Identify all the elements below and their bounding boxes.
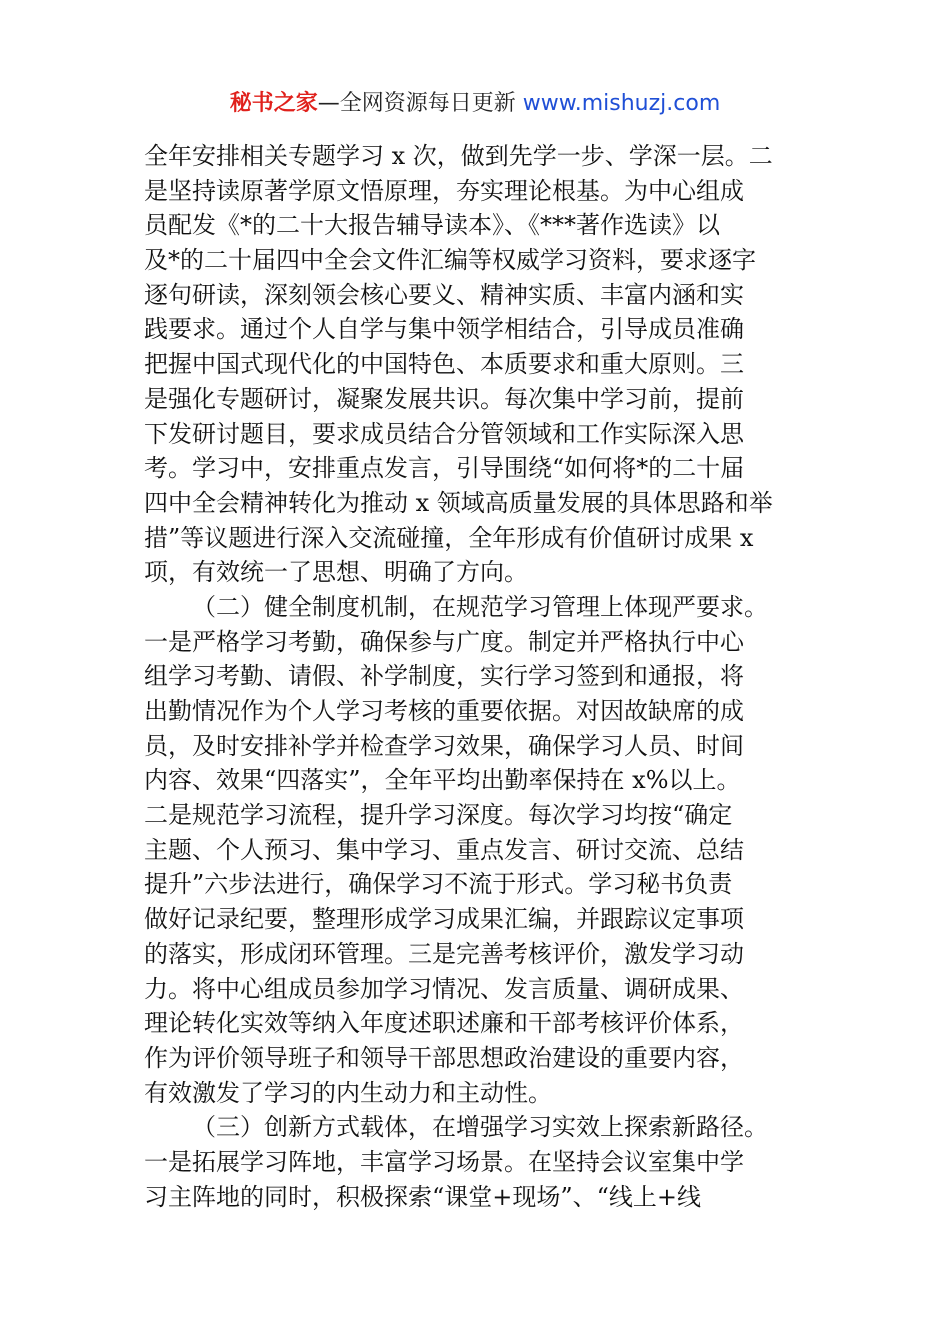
text-line: 下发研讨题目，要求成员结合分管领域和工作实际深入思 [144, 419, 744, 448]
site-header [0, 88, 950, 120]
text-line: 四中全会精神转化为推动 x 领域高质量发展的具体思路和举 [144, 488, 773, 517]
text-line: 全年安排相关专题学习 x 次，做到先学一步、学深一层。二 [144, 142, 773, 170]
text-line: 主题、个人预习、集中学习、重点发言、研讨交流、总结 [144, 835, 744, 864]
section-heading-line: （三）创新方式载体，在增强学习实效上探索新路径。 [192, 1113, 768, 1142]
text-line: 把握中国式现代化的中国特色、本质要求和重大原则。三 [144, 350, 744, 379]
text-line: 一是严格学习考勤，确保参与广度。制定并严格执行中心 [144, 627, 744, 656]
text-line: 二是规范学习流程，提升学习深度。每次学习均按“确定 [144, 801, 733, 830]
header-tagline: —全网资源每日更新 [317, 91, 523, 116]
text-line: 员，及时安排补学并检查学习效果，确保学习人员、时间 [144, 731, 744, 760]
text-line: 提升”六步法进行，确保学习不流于形式。学习秘书负责 [144, 870, 733, 899]
text-line: 理论转化实效等纳入年度述职述廉和干部考核评价体系， [144, 1009, 744, 1038]
text-line: 是坚持读原著学原文悟原理，夯实理论根基。为中心组成 [144, 176, 744, 205]
text-line: 力。将中心组成员参加学习情况、发言质量、调研成果、 [144, 974, 744, 1003]
text-line: 内容、效果“四落实”，全年平均出勤率保持在 x%以上。 [144, 766, 741, 795]
text-line: 习主阵地的同时，积极探索“课堂+现场”、“线上+线 [144, 1182, 702, 1211]
text-line: 是强化专题研讨，凝聚发展共识。每次集中学习前，提前 [144, 384, 744, 413]
document-body [144, 139, 812, 1214]
brand-name: 秘书之家 [229, 91, 318, 116]
text-line: 践要求。通过个人自学与集中领学相结合，引导成员准确 [144, 315, 744, 344]
text-line: 有效激发了学习的内生动力和主动性。 [144, 1078, 552, 1107]
text-line: 员配发《*的二十大报告辅导读本》、《***著作选读》以 [144, 211, 720, 240]
text-line: 逐句研读，深刻领会核心要义、精神实质、丰富内涵和实 [144, 280, 744, 309]
text-line: 出勤情况作为个人学习考核的重要依据。对因故缺席的成 [144, 697, 744, 725]
text-line: 做好记录纪要，整理形成学习成果汇编，并跟踪议定事项 [144, 905, 744, 934]
text-line: 组学习考勤、请假、补学制度，实行学习签到和通报，将 [144, 662, 744, 691]
text-line: 一是拓展学习阵地，丰富学习场景。在坚持会议室集中学 [144, 1147, 744, 1176]
website-url: www.mishuzj.com [522, 91, 721, 116]
text-line: 考。学习中，安排重点发言，引导围绕“如何将*的二十届 [144, 454, 745, 483]
text-line: 的落实，形成闭环管理。三是完善考核评价，激发学习动 [144, 939, 744, 968]
text-line: 措”等议题进行深入交流碰撞，全年形成有价值研讨成果 x [144, 523, 754, 552]
text-line: 作为评价领导班子和领导干部思想政治建设的重要内容， [144, 1043, 744, 1072]
section-heading-line: （二）健全制度机制，在规范学习管理上体现严要求。 [192, 592, 768, 621]
text-line: 及*的二十届四中全会文件汇编等权威学习资料，要求逐字 [144, 246, 756, 275]
text-line: 项，有效统一了思想、明确了方向。 [144, 558, 528, 587]
